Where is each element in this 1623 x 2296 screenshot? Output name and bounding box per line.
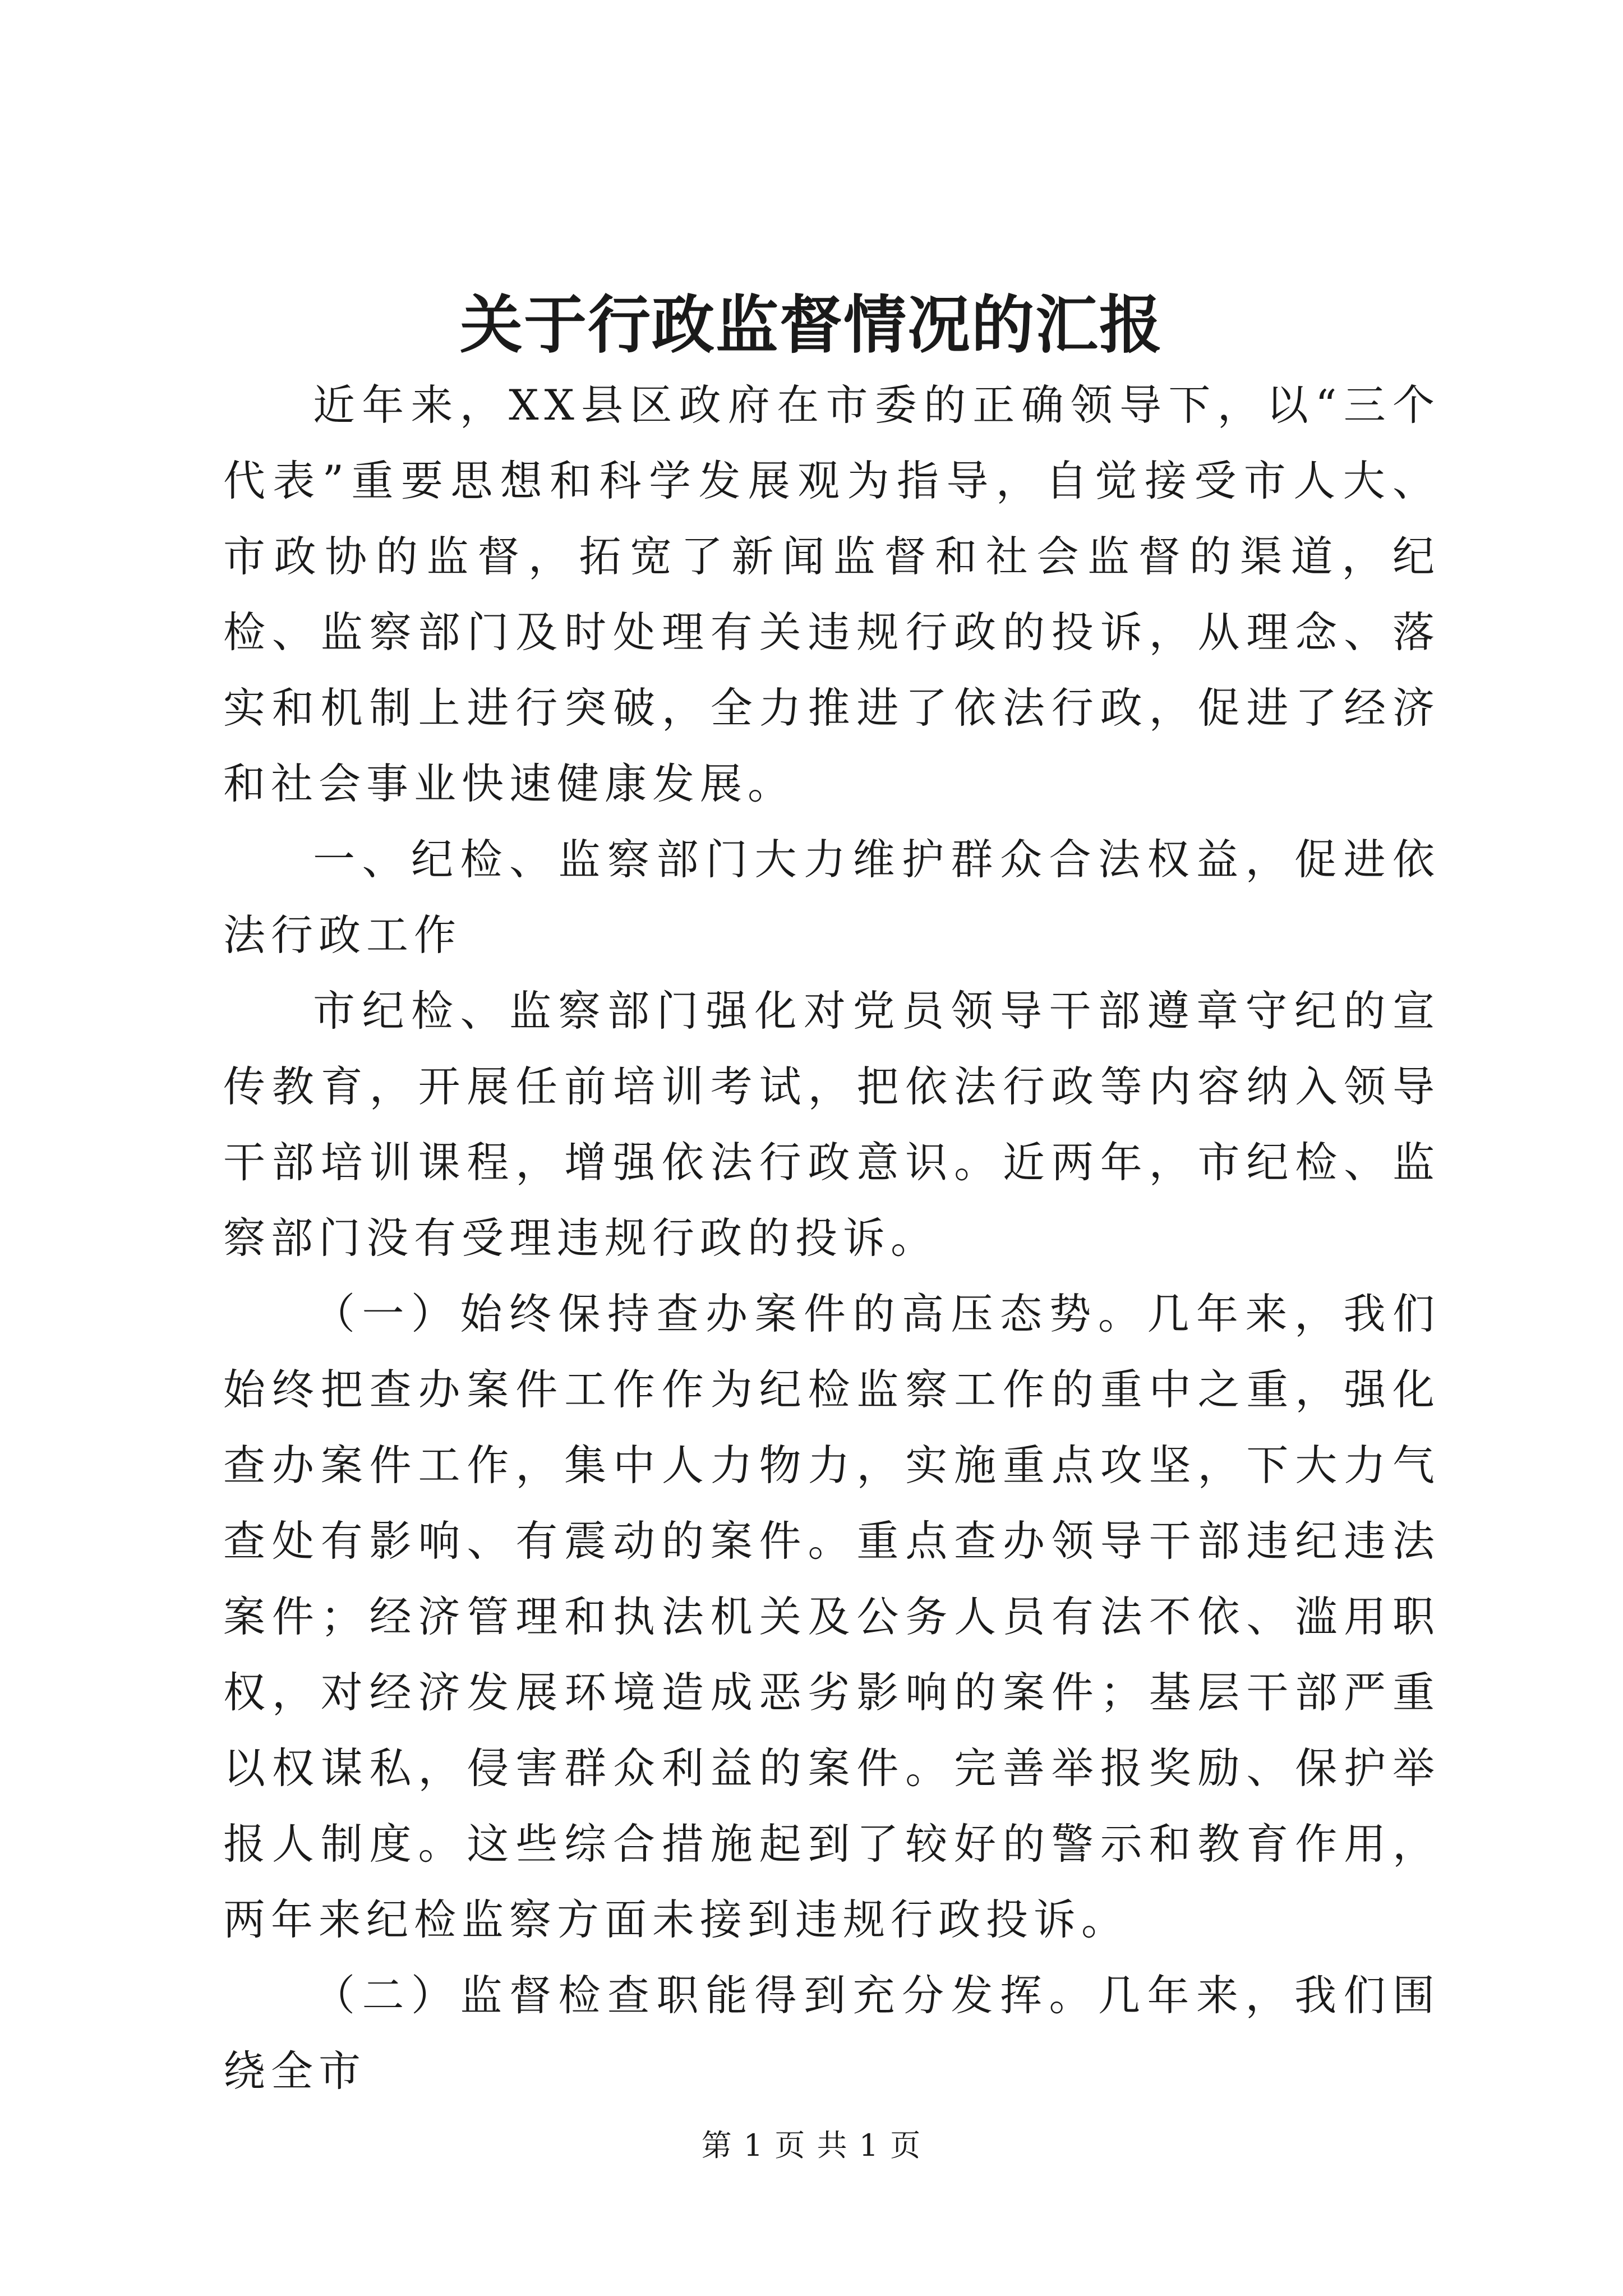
paragraph-section-1: 市纪检、监察部门强化对党员领导干部遵章守纪的宣传教育，开展任前培训考试，把依法行政等内容纳入领导干部培训课程，增强依法行政意识。近两年，市纪检、监察部门没有受理违规行政的投诉。 — [223, 986, 1440, 1263]
page-number-footer: 第 1 页 共 1 页 — [701, 2128, 922, 2163]
paragraph-subsection-1: （一）始终保持查办案件的高压态势。几年来，我们始终把查办案件工作作为纪检监察工作的重中之重，强化查办案件工作，集中人力物力，实施重点攻坚，下大力气查处有影响、有震动的案件。重点查办领导干部违纪违法案件；经济管理和执法机关及公务人员有法不依、滥用职权，对经济发展环境造成恶劣影响的案件；基层干部严重以权谋私，侵害群众利益的案件。完善举报奖励、保护举报人制度。这些综合措施起到了较好的警示和教育作用，两年来纪检监察方面未接到违规行政投诉。 — [223, 1289, 1440, 1944]
paragraph-intro: 近年来，XX县区政府在市委的正确领导下，以“三个代表”重要思想和科学发展观为指导，自觉接受市人大、市政协的监督，拓宽了新闻监督和社会监督的渠道，纪检、监察部门及时处理有关违规行政的投诉，从理念、落实和机制上进行突破，全力推进了依法行政，促进了经济和社会事业快速健康发展。 — [223, 380, 1440, 808]
paragraph-subsection-2: （二）监督检查职能得到充分发挥。几年来，我们围绕全市 — [223, 1971, 1440, 2096]
document-title: 关于行政监督情况的汇报 — [460, 288, 1163, 362]
document-body — [223, 367, 1440, 2109]
section-heading-1: 一、纪检、监察部门大力维护群众合法权益，促进依法行政工作 — [223, 835, 1440, 960]
